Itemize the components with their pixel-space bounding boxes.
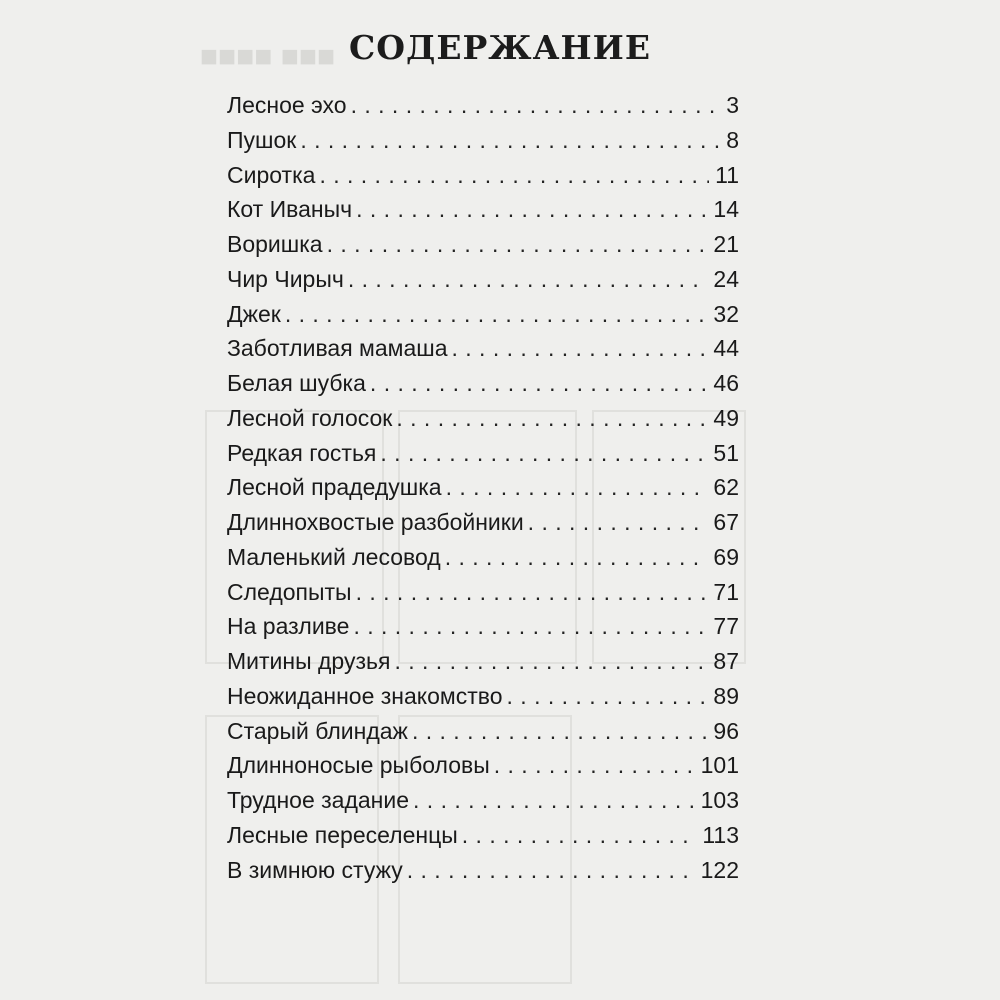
toc-entry-page-number: 87 — [713, 648, 739, 674]
toc-leader-dots — [356, 579, 708, 606]
toc-entry-title: Воришка — [227, 231, 323, 257]
toc-leader-dots — [494, 752, 695, 779]
toc-entry-page-number: 77 — [713, 613, 739, 640]
toc-leader-dots — [351, 92, 721, 119]
ghost-text: ■■■ ■■■■ — [200, 40, 336, 73]
toc-entry-page-number: 113 — [702, 821, 739, 848]
toc-leader-dots — [348, 266, 708, 293]
toc-entry-title: Длиннохвостые разбойники — [227, 509, 524, 535]
toc-entry — [227, 405, 739, 440]
toc-entry — [227, 718, 739, 753]
toc-entry-page-number: 67 — [713, 509, 739, 535]
toc-leader-dots — [407, 857, 695, 884]
toc-leader-dots — [380, 440, 707, 467]
toc-entry-title: Митины друзья — [227, 648, 391, 674]
toc-entry — [227, 266, 739, 301]
toc-entry-title: Лесной прадедушка — [227, 474, 442, 501]
toc-entry-title: Лесное эхо — [227, 92, 347, 118]
toc-entry-title: Следопыты — [227, 578, 352, 605]
toc-entry — [227, 301, 739, 336]
toc-leader-dots — [300, 127, 720, 154]
toc-entry — [227, 196, 739, 231]
toc-entry-page-number: 14 — [713, 196, 739, 223]
toc-entry — [227, 127, 739, 162]
toc-leader-dots — [528, 509, 708, 536]
toc-entry — [227, 370, 739, 405]
toc-leader-dots — [353, 613, 707, 640]
toc-entry-title: Чир Чирыч — [227, 265, 344, 292]
toc-leader-dots — [396, 405, 707, 432]
toc-entry-title: В зимнюю стужу — [227, 856, 403, 883]
toc-entry — [227, 787, 739, 822]
toc-entry-title: Длинноносые рыболовы — [227, 752, 490, 779]
toc-entry-title: Заботливая мамаша — [227, 335, 448, 362]
toc-leader-dots — [356, 196, 707, 223]
toc-entry-title: Маленький лесовод — [227, 543, 441, 570]
toc-entry-page-number: 122 — [700, 856, 739, 883]
toc-entry-page-number: 3 — [726, 92, 739, 118]
toc-leader-dots — [446, 474, 708, 501]
toc-entry-page-number: 71 — [713, 578, 739, 605]
toc-entry — [227, 857, 739, 892]
toc-leader-dots — [394, 648, 707, 675]
toc-entry-page-number: 103 — [700, 787, 739, 813]
toc-entry-page-number: 51 — [713, 439, 739, 466]
toc-entry — [227, 474, 739, 509]
toc-entry-title: Джек — [227, 300, 281, 327]
toc-entry — [227, 231, 739, 266]
toc-leader-dots — [413, 787, 695, 814]
toc-entry-title: Белая шубка — [227, 370, 366, 396]
toc-entry — [227, 440, 739, 475]
toc-entry — [227, 544, 739, 579]
toc-entry-title: Лесной голосок — [227, 404, 393, 431]
toc-entry-title: На разливе — [227, 613, 350, 640]
toc-leader-dots — [452, 335, 708, 362]
toc-entry-page-number: 24 — [713, 265, 739, 292]
toc-entry-title: Сиротка — [227, 161, 316, 188]
toc-entry — [227, 92, 739, 127]
toc-entry — [227, 613, 739, 648]
toc-entry — [227, 509, 739, 544]
toc-leader-dots — [285, 301, 708, 328]
toc-entry-title: Трудное задание — [227, 787, 410, 813]
toc-entry — [227, 162, 739, 197]
toc-entry-title: Лесные переселенцы — [227, 821, 458, 848]
toc-entry — [227, 648, 739, 683]
toc-leader-dots — [319, 162, 709, 189]
toc-entry-page-number: 96 — [713, 717, 739, 744]
toc-entry-title: Неожиданное знакомство — [227, 682, 503, 709]
toc-entry — [227, 335, 739, 370]
toc-entry-page-number: 62 — [713, 474, 739, 501]
toc-entry-title: Кот Иваныч — [227, 196, 353, 223]
toc-entry-page-number: 21 — [713, 231, 739, 257]
toc-leader-dots — [412, 718, 707, 745]
toc-entry-title: Пушок — [227, 126, 297, 153]
toc-leader-dots — [507, 683, 708, 710]
toc-leader-dots — [462, 822, 697, 849]
toc-entry-page-number: 11 — [715, 161, 739, 188]
toc-entry-page-number: 44 — [713, 335, 739, 362]
toc-entry-page-number: 46 — [713, 370, 739, 396]
table-of-contents — [227, 92, 739, 891]
toc-entry — [227, 579, 739, 614]
toc-entry-page-number: 49 — [713, 404, 739, 431]
toc-entry-page-number: 89 — [713, 682, 739, 709]
toc-entry-page-number: 101 — [700, 752, 739, 779]
toc-entry-title: Редкая гостья — [227, 439, 377, 466]
toc-entry-title: Старый блиндаж — [227, 717, 408, 744]
toc-entry — [227, 752, 739, 787]
page-title: СОДЕРЖАНИЕ — [348, 28, 651, 67]
toc-entry — [227, 683, 739, 718]
toc-entry-page-number: 69 — [713, 543, 739, 570]
toc-leader-dots — [445, 544, 708, 571]
toc-leader-dots — [370, 370, 707, 397]
toc-entry-page-number: 8 — [726, 126, 739, 153]
toc-leader-dots — [327, 231, 708, 258]
toc-entry — [227, 822, 739, 857]
toc-entry-page-number: 32 — [713, 300, 739, 327]
